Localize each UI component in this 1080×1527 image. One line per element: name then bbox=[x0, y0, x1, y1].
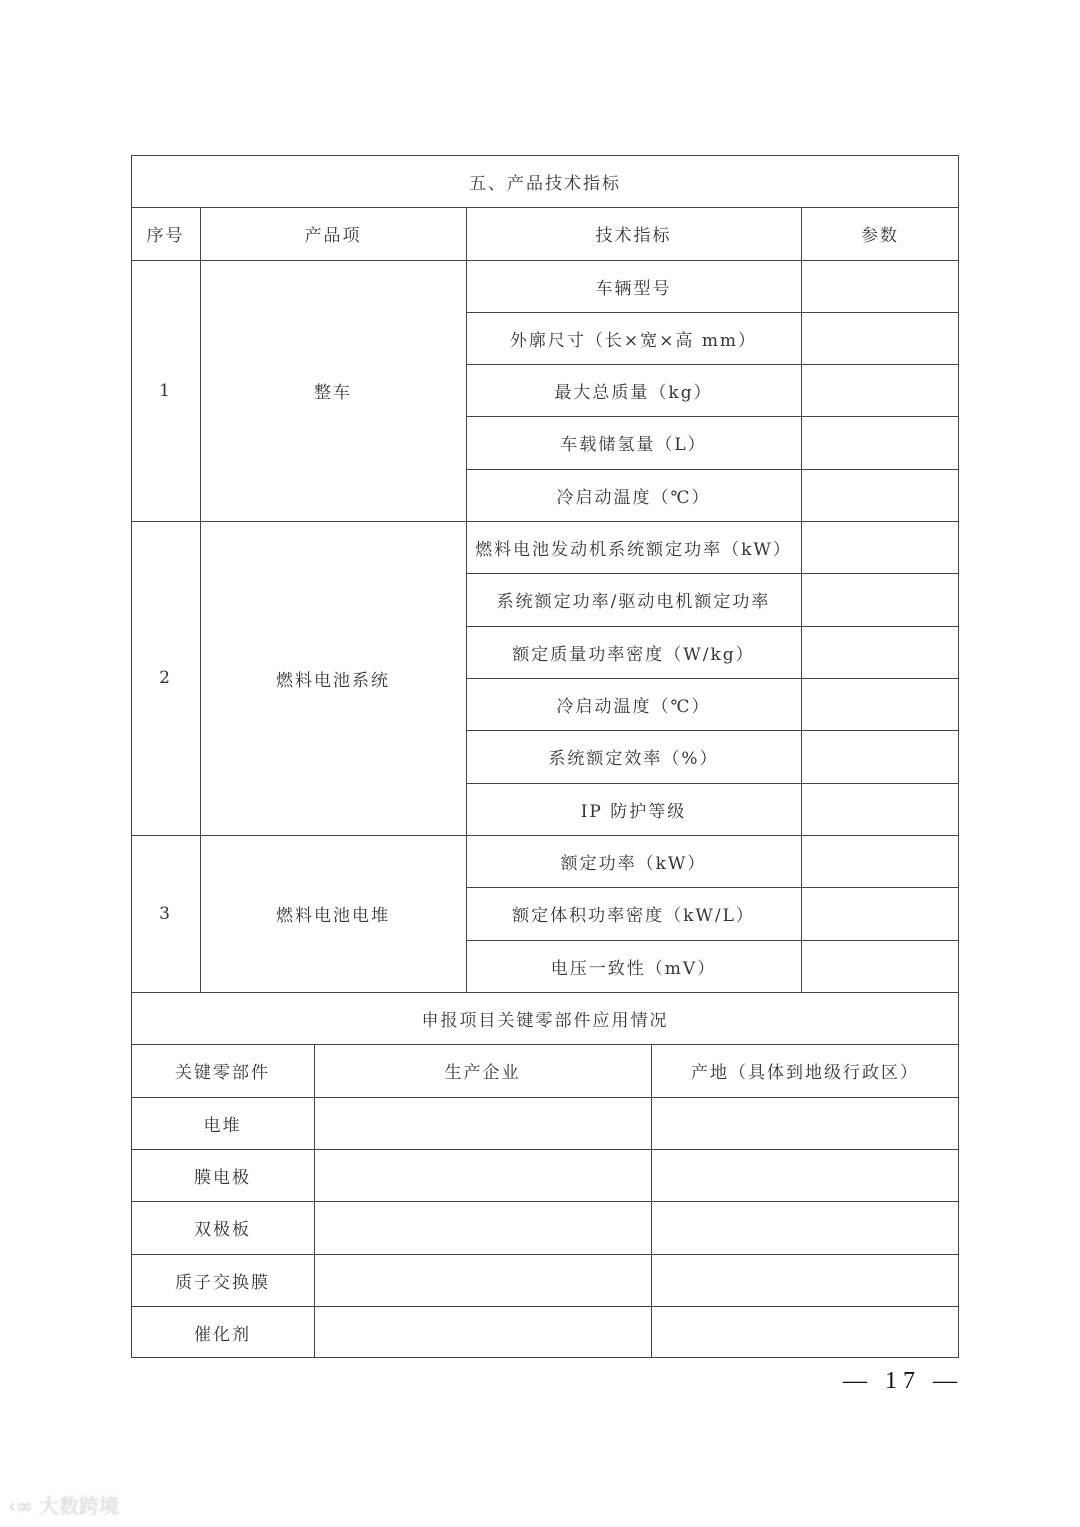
header-no: 序号 bbox=[146, 226, 185, 246]
manufacturer-input[interactable] bbox=[315, 1202, 651, 1254]
param-input[interactable] bbox=[802, 574, 958, 626]
part-name: 质子交换膜 bbox=[175, 1272, 270, 1293]
indicator: 最大总质量（kg） bbox=[554, 382, 713, 403]
param-input[interactable] bbox=[802, 417, 958, 469]
indicator: 系统额定功率/驱动电机额定功率 bbox=[496, 592, 771, 612]
section-title: 五、产品技术指标 bbox=[469, 173, 621, 194]
manufacturer-input[interactable] bbox=[315, 1098, 651, 1149]
origin-input[interactable] bbox=[652, 1202, 958, 1254]
indicator: 额定质量功率密度（W/kg） bbox=[512, 644, 755, 665]
parts-section-title: 申报项目关键零部件应用情况 bbox=[421, 1010, 669, 1031]
param-input[interactable] bbox=[802, 836, 958, 887]
indicator: 额定体积功率密度（kW/L） bbox=[512, 906, 755, 926]
param-input[interactable] bbox=[802, 888, 958, 940]
row-number: 3 bbox=[159, 903, 172, 924]
param-input[interactable] bbox=[802, 470, 958, 521]
part-name: 电堆 bbox=[203, 1115, 242, 1136]
header-manufacturer: 生产企业 bbox=[444, 1063, 521, 1083]
part-name: 双极板 bbox=[194, 1220, 251, 1240]
part-name: 催化剂 bbox=[194, 1324, 251, 1345]
header-param: 参数 bbox=[861, 226, 899, 246]
origin-input[interactable] bbox=[652, 1098, 958, 1149]
param-input[interactable] bbox=[802, 784, 958, 835]
indicator: 电压一致性（mV） bbox=[550, 958, 717, 979]
page-number: — 17 — bbox=[843, 1368, 963, 1394]
manufacturer-input[interactable] bbox=[315, 1150, 651, 1201]
row-number: 2 bbox=[159, 668, 172, 688]
indicator: 燃料电池发动机系统额定功率（kW） bbox=[475, 539, 792, 560]
indicator: IP 防护等级 bbox=[580, 801, 687, 822]
param-input[interactable] bbox=[802, 522, 958, 573]
indicator: 冷启动温度（℃） bbox=[556, 696, 711, 717]
param-input[interactable] bbox=[802, 941, 958, 992]
param-input[interactable] bbox=[802, 679, 958, 730]
manufacturer-input[interactable] bbox=[315, 1255, 651, 1306]
header-origin: 产地（具体到地级行政区） bbox=[691, 1063, 919, 1083]
origin-input[interactable] bbox=[652, 1307, 958, 1357]
indicator: 系统额定效率（%） bbox=[548, 749, 719, 769]
product-item: 整车 bbox=[314, 383, 352, 403]
indicator: 车辆型号 bbox=[595, 278, 672, 299]
param-input[interactable] bbox=[802, 261, 958, 312]
param-input[interactable] bbox=[802, 627, 958, 678]
part-name: 膜电极 bbox=[194, 1167, 251, 1188]
watermark-text: 大数跨境 bbox=[39, 1494, 120, 1518]
row-number: 1 bbox=[159, 380, 172, 401]
watermark-logo-icon: ‹∞ bbox=[8, 1494, 40, 1518]
indicator: 外廓尺寸（长×宽×高 mm） bbox=[509, 330, 758, 351]
manufacturer-input[interactable] bbox=[315, 1307, 651, 1357]
product-item: 燃料电池电堆 bbox=[276, 906, 390, 926]
indicator: 额定功率（kW） bbox=[560, 853, 707, 874]
indicator: 车载储氢量（L） bbox=[560, 435, 707, 455]
origin-input[interactable] bbox=[652, 1255, 958, 1306]
product-item: 燃料电池系统 bbox=[276, 670, 390, 691]
header-item: 产品项 bbox=[304, 226, 362, 246]
origin-input[interactable] bbox=[652, 1150, 958, 1201]
header-part: 关键零部件 bbox=[175, 1063, 270, 1083]
header-indicator: 技术指标 bbox=[595, 226, 672, 246]
indicator: 冷启动温度（℃） bbox=[556, 487, 711, 508]
param-input[interactable] bbox=[802, 731, 958, 783]
param-input[interactable] bbox=[802, 313, 958, 364]
watermark bbox=[8, 1490, 119, 1519]
param-input[interactable] bbox=[802, 365, 958, 416]
